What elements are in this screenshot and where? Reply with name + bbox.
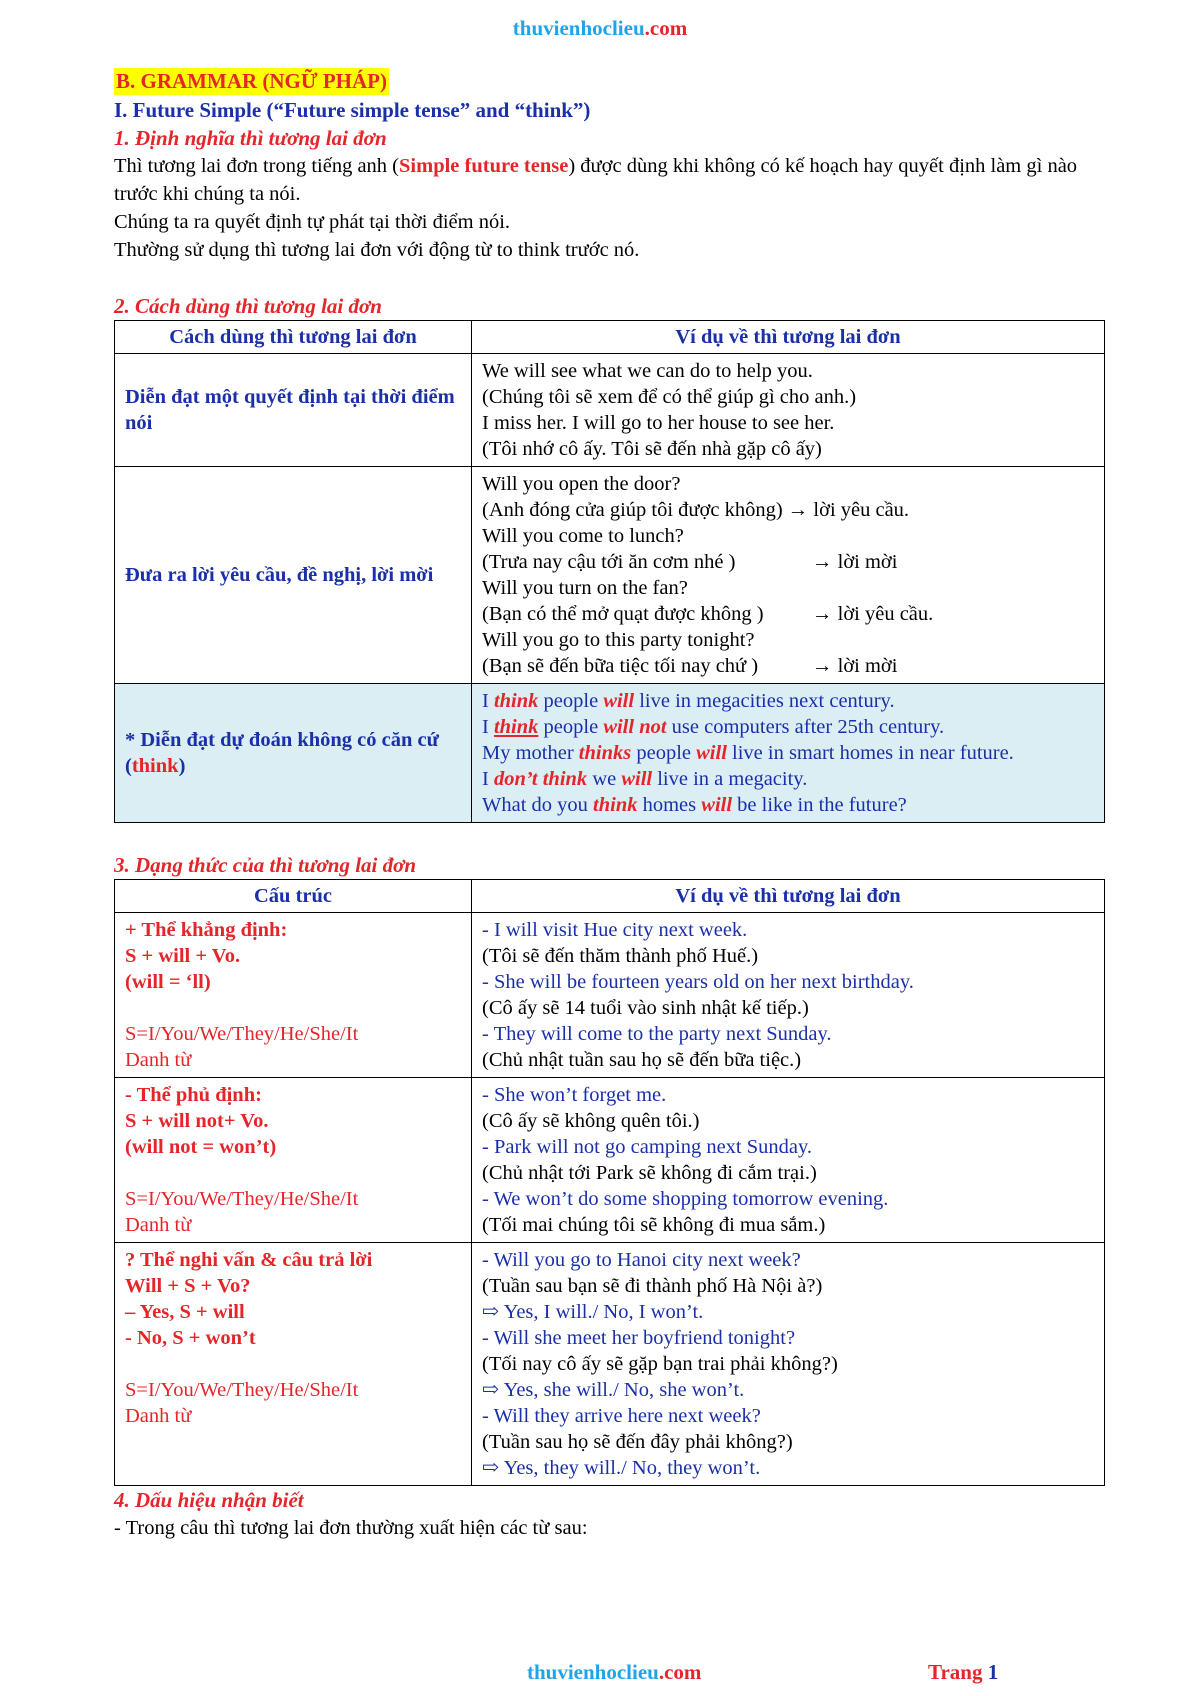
usage-text: * Diễn đạt dự đoán không có căn cứ ( (125, 729, 439, 777)
structure-formula: S + will not+ Vo. (125, 1110, 269, 1132)
example-vi: (Cô ấy sẽ không quên tôi.) (482, 1110, 700, 1132)
keyword-think: think (593, 794, 638, 816)
definition-text-end: ) được dùng khi không có kế hoạch hay quyết định làm gì nào trước khi chúng ta nói. (114, 155, 1078, 205)
section-title: I. Future Simple (“Future simple tense” and “think”) (114, 98, 591, 122)
usage-text-end: ) (178, 755, 186, 777)
example-en: - We won’t do some shopping tomorrow evening. (482, 1188, 889, 1210)
structure-subjects: S=I/You/We/They/He/She/It (125, 1188, 359, 1210)
definition-term: Simple future tense (399, 155, 569, 177)
example-note: → lời yêu cầu. (812, 603, 934, 625)
structure-subjects: S=I/You/We/They/He/She/It (125, 1379, 359, 1401)
page-label: Trang (928, 1660, 983, 1684)
example-cell (472, 467, 1105, 684)
structure-contraction: (will = ‘ll) (125, 971, 211, 993)
example-line: What do you think homes will be like in the future? (482, 794, 907, 816)
part3-heading: 3. Dạng thức của thì tương lai đơn (114, 853, 417, 877)
footer-site (527, 1660, 701, 1685)
example-line: Will you open the door? (482, 473, 681, 495)
example-col-header: Ví dụ về thì tương lai đơn (472, 321, 1105, 354)
site-name: thuvienhoclieu (512, 16, 645, 40)
example-en: - They will come to the party next Sunday. (482, 1023, 832, 1045)
part1-heading: 1. Định nghĩa thì tương lai đơn (114, 126, 387, 150)
example-line: I think people will live in megacities next century. (482, 690, 895, 712)
structure-contraction: (will not = won’t) (125, 1136, 277, 1158)
example-line: (Anh đóng cửa giúp tôi được không) → lời yêu cầu. (482, 499, 910, 521)
usage-table (114, 320, 1105, 823)
table-row (115, 354, 1105, 467)
structure-formula: S + will + Vo. (125, 945, 241, 967)
example-line: (Chúng tôi sẽ xem để có thể giúp gì cho anh.) (482, 386, 857, 408)
example-line (482, 653, 1094, 679)
structure-title: - Thể phủ định: (125, 1084, 262, 1106)
example-answer: ⇨ Yes, they will./ No, they won’t. (482, 1457, 761, 1479)
keyword-will: will (696, 742, 727, 764)
page-footer (0, 1660, 1200, 1690)
table-row (115, 1078, 1105, 1243)
page-number (928, 1660, 998, 1685)
example-vi: (Tối mai chúng tôi sẽ không đi mua sắm.) (482, 1214, 826, 1236)
table-row (115, 467, 1105, 684)
usage-keyword: think (131, 755, 179, 777)
footer-site-name: thuvienhoclieu (527, 1660, 659, 1684)
example-vi: (Chủ nhật tới Park sẽ không đi cắm trại.) (482, 1162, 817, 1184)
usage-col-header: Cách dùng thì tương lai đơn (115, 321, 472, 354)
part1-line2: Chúng ta ra quyết định tự phát tại thời điểm nói. (114, 211, 511, 233)
form-table (114, 879, 1105, 1486)
example-line: (Tôi nhớ cô ấy. Tôi sẽ đến nhà gặp cô ấy) (482, 438, 822, 460)
arrow-right-icon: ⇨ (482, 1301, 500, 1323)
example-cell (472, 1078, 1105, 1243)
example-line: Will you turn on the fan? (482, 577, 688, 599)
example-cell (472, 913, 1105, 1078)
part4-heading: 4. Dấu hiệu nhận biết (114, 1488, 304, 1512)
structure-col-header: Cấu trúc (115, 880, 472, 913)
structure-formula: Will + S + Vo? (125, 1275, 251, 1297)
example-cell (472, 1243, 1105, 1486)
example-cell (472, 354, 1105, 467)
table-row (115, 684, 1105, 823)
footer-site-tld: .com (658, 1660, 702, 1684)
example-line: I think people will not use computers after 25th century. (482, 716, 945, 738)
structure-cell-negative (115, 1078, 472, 1243)
example-vi: (Bạn sẽ đến bữa tiệc tối nay chứ ) (482, 655, 759, 677)
keyword-think: don’t think (493, 768, 588, 790)
part1-definition (114, 152, 1104, 208)
example-line: My mother thinks people will live in smart homes in near future. (482, 742, 1014, 764)
document-body (114, 68, 1104, 1542)
usage-cell: Đưa ra lời yêu cầu, đề nghị, lời mời (115, 467, 472, 684)
example-vi: (Cô ấy sẽ 14 tuổi vào sinh nhật kế tiếp.) (482, 997, 809, 1019)
example-en: - I will visit Hue city next week. (482, 919, 748, 941)
example-line: We will see what we can do to help you. (482, 360, 813, 382)
page-number-value: 1 (987, 1660, 999, 1684)
table-row (115, 913, 1105, 1078)
example-vi: (Tuần sau bạn sẽ đi thành phố Hà Nội à?) (482, 1275, 823, 1297)
keyword-will: will not (603, 716, 667, 738)
keyword-think: think (493, 716, 539, 738)
example-line (482, 601, 1094, 627)
example-en: - She will be fourteen years old on her next birthday. (482, 971, 914, 993)
example-line: Will you come to lunch? (482, 525, 684, 547)
example-cell (472, 684, 1105, 823)
example-en: - Will you go to Hanoi city next week? (482, 1249, 801, 1271)
example-en: - Will she meet her boyfriend tonight? (482, 1327, 796, 1349)
usage-table-header (115, 321, 1105, 354)
example-line: I don’t think we will live in a megacity. (482, 768, 808, 790)
structure-subjects: S=I/You/We/They/He/She/It (125, 1023, 359, 1045)
example-note: → lời mời (812, 655, 898, 677)
example-vi: (Trưa nay cậu tới ăn cơm nhé ) (482, 551, 736, 573)
form-table-header (115, 880, 1105, 913)
example-answer: ⇨ Yes, she will./ No, she won’t. (482, 1379, 745, 1401)
structure-yes: – Yes, S + will (125, 1301, 245, 1323)
arrow-right-icon: ⇨ (482, 1379, 500, 1401)
site-tld: .com (644, 16, 688, 40)
definition-text: Thì tương lai đơn trong tiếng anh ( (114, 155, 400, 177)
site-header (0, 16, 1200, 41)
example-en: - Park will not go camping next Sunday. (482, 1136, 813, 1158)
part2-heading: 2. Cách dùng thì tương lai đơn (114, 294, 382, 318)
part1-line3: Thường sử dụng thì tương lai đơn với động từ to think trước nó. (114, 239, 640, 261)
arrow-right-icon: ⇨ (482, 1457, 500, 1479)
structure-cell-question (115, 1243, 472, 1486)
keyword-think: thinks (578, 742, 632, 764)
example-vi: (Tuần sau họ sẽ đến đây phải không?) (482, 1431, 793, 1453)
example-vi: (Tối nay cô ấy sẽ gặp bạn trai phải không?) (482, 1353, 838, 1375)
example-vi: (Tôi sẽ đến thăm thành phố Huế.) (482, 945, 759, 967)
keyword-will: will (621, 768, 653, 790)
keyword-will: will (701, 794, 733, 816)
example-line (482, 549, 1094, 575)
structure-noun: Danh từ (125, 1405, 192, 1427)
example-vi: (Chủ nhật tuần sau họ sẽ đến bữa tiệc.) (482, 1049, 802, 1071)
example-en: - She won’t forget me. (482, 1084, 667, 1106)
structure-no: - No, S + won’t (125, 1327, 256, 1349)
structure-title: ? Thể nghi vấn & câu trả lời (125, 1249, 373, 1271)
structure-noun: Danh từ (125, 1049, 192, 1071)
example-line: Will you go to this party tonight? (482, 629, 755, 651)
example-vi: (Bạn có thể mở quạt được không ) (482, 603, 764, 625)
keyword-will: will (603, 690, 635, 712)
part4-line1: - Trong câu thì tương lai đơn thường xuất hiện các từ sau: (114, 1517, 588, 1539)
example-answer: ⇨ Yes, I will./ No, I won’t. (482, 1301, 704, 1323)
example-en: - Will they arrive here next week? (482, 1405, 761, 1427)
table-row (115, 1243, 1105, 1486)
example-line: I miss her. I will go to her house to see her. (482, 412, 835, 434)
usage-cell (115, 684, 472, 823)
grammar-title: B. GRAMMAR (NGỮ PHÁP) (116, 69, 388, 93)
keyword-think: think (493, 690, 539, 712)
example-note: → lời mời (812, 551, 898, 573)
structure-cell-affirmative (115, 913, 472, 1078)
example-col-header: Ví dụ về thì tương lai đơn (472, 880, 1105, 913)
structure-noun: Danh từ (125, 1214, 192, 1236)
structure-title: + Thể khẳng định: (125, 919, 288, 941)
usage-cell: Diễn đạt một quyết định tại thời điểm nói (115, 354, 472, 467)
